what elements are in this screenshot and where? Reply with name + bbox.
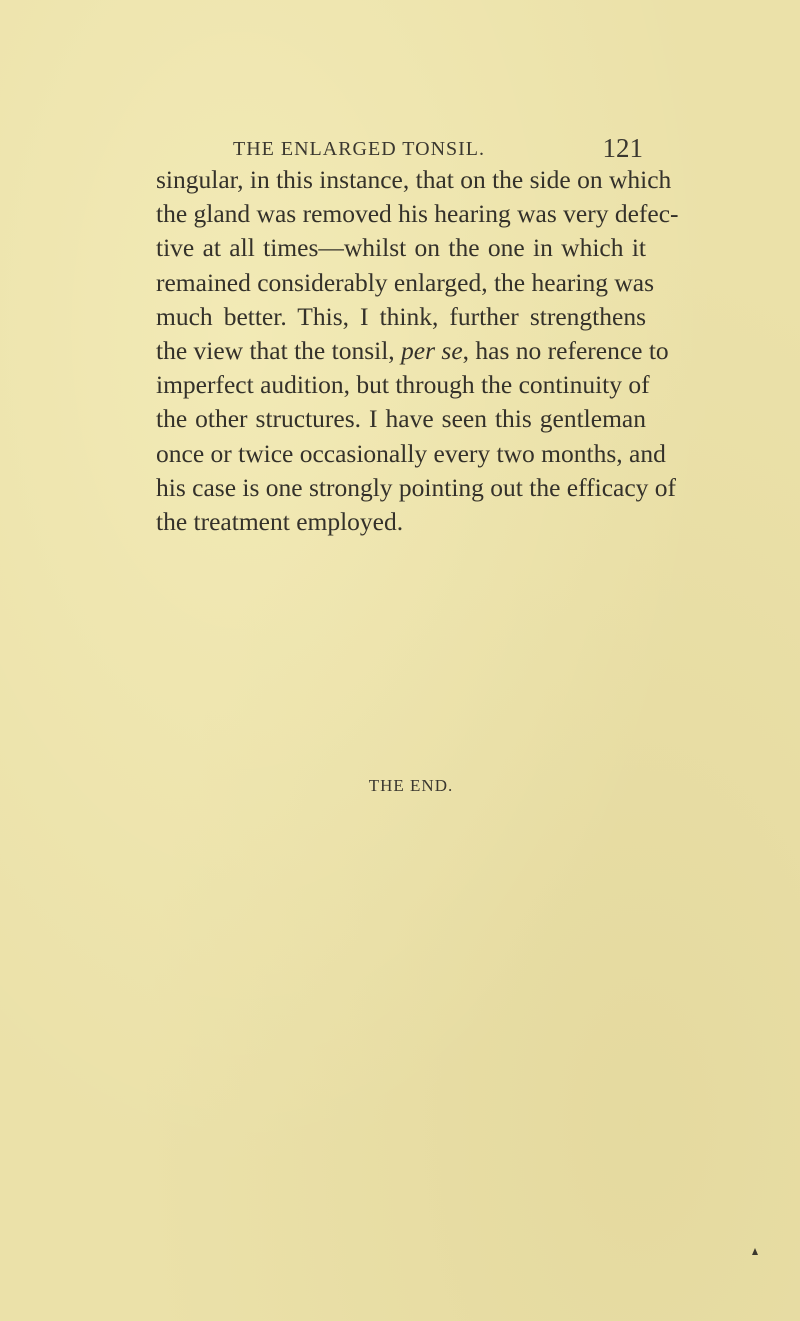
running-title: THE ENLARGED TONSIL. <box>233 138 486 160</box>
text-line: once or twice occasionally every two months, and <box>156 438 666 468</box>
text-line: tive at all times—whilst on the one in which it <box>156 233 646 263</box>
text-line: much better. This, I think, further strengthens <box>156 301 646 331</box>
text-line: the treatment employed. <box>156 506 404 536</box>
italic-phrase: per se <box>401 335 463 365</box>
text-line: the gland was removed his hearing was very defec- <box>156 199 679 229</box>
text-fragment: the view that the tonsil, <box>156 335 395 365</box>
printer-mark <box>752 1248 758 1255</box>
page-number: 121 <box>602 133 643 163</box>
the-end: THE END. <box>368 776 454 795</box>
text-line: his case is one strongly pointing out the efficacy of <box>156 472 677 502</box>
text-line: remained considerably enlarged, the hearing was <box>156 267 654 297</box>
text-line: the other structures. I have seen this gentleman <box>156 404 646 434</box>
body-paragraph <box>156 163 679 539</box>
text-fragment: , has no reference to <box>462 335 669 365</box>
text-line <box>156 334 669 368</box>
text-line: imperfect audition, but through the continuity of <box>156 370 650 400</box>
text-line: singular, in this instance, that on the side on which <box>156 165 672 194</box>
